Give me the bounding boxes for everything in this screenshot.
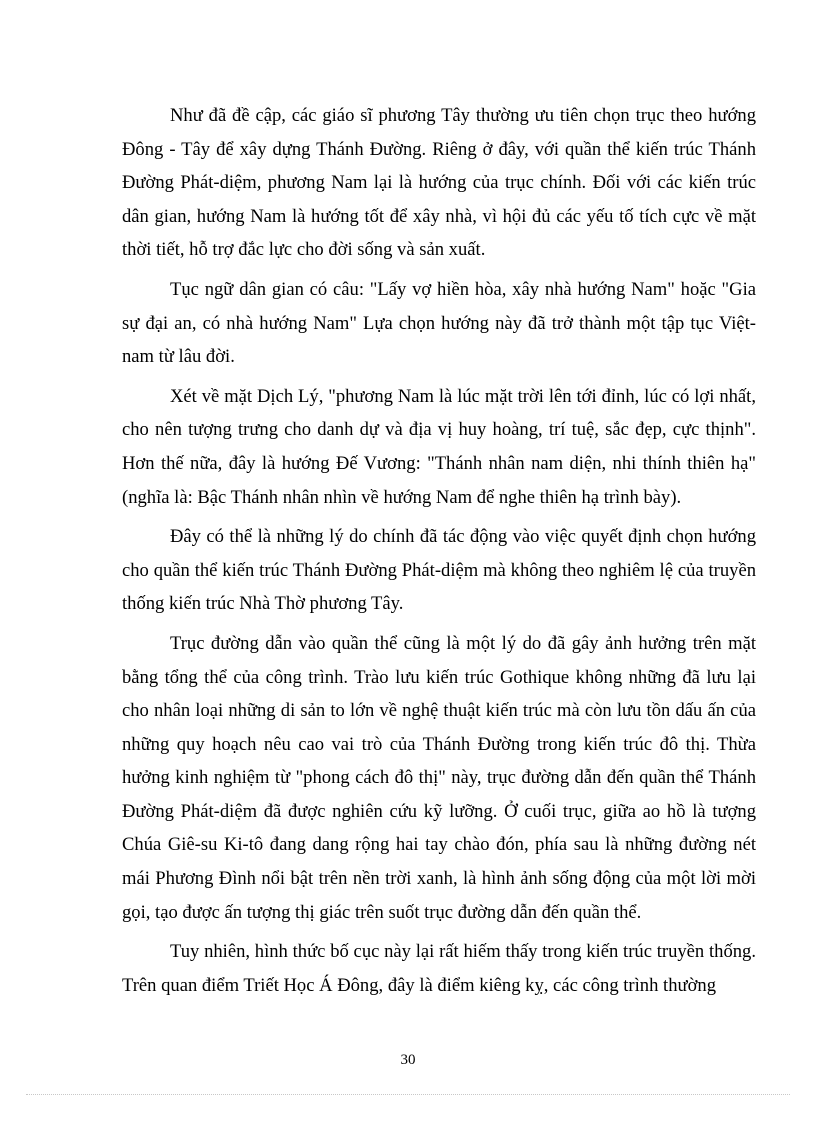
paragraph-5: Trục đường dẫn vào quần thể cũng là một lý do đã gây ảnh hưởng trên mặt bằng tổng thể của công trình. Trào lưu kiến trúc Gothique không những đã lưu lại cho nhân loại những di sản to lớn về nghệ thuật kiến trúc mà còn lưu tồn dấu ấn của những quy hoạch nêu cao vai trò của Thánh Đường trong kiến trúc đô thị. Thừa hưởng kinh nghiệm từ "phong cách đô thị" này, trục đường dẫn đến quần thể Thánh Đường Phát-diệm đã được nghiên cứu kỹ lưỡng. Ở cuối trục, giữa ao hồ là tượng Chúa Giê-su Ki-tô đang dang rộng hai tay chào đón, phía sau là những đường nét mái Phương Đình nổi bật trên nền trời xanh, là hình ảnh sống động của một lời mời gọi, tạo được ấn tượng thị giác trên suốt trục đường dẫn đến quần thể. [122, 632, 756, 923]
paragraph-3: Xét về mặt Dịch Lý, "phương Nam là lúc mặt trời lên tới đỉnh, lúc có lợi nhất, cho nên tượng trưng cho danh dự và địa vị huy hoàng, trí tuệ, sắc đẹp, cực thịnh". Hơn thế nữa, đây là hướng Đế Vương: "Thánh nhân nam diện, nhi thính thiên hạ" (nghĩa là: Bậc Thánh nhân nhìn về hướng Nam để nghe thiên hạ trình bày). [122, 385, 756, 508]
body-text [122, 99, 756, 1008]
paragraph-6: Tuy nhiên, hình thức bố cục này lại rất hiếm thấy trong kiến trúc truyền thống. Trên quan điểm Triết Học Á Đông, đây là điểm kiêng kỵ, các công trình thường [122, 941, 756, 996]
page-bottom-divider [26, 1094, 790, 1095]
paragraph-2: Tục ngữ dân gian có câu: "Lấy vợ hiền hòa, xây nhà hướng Nam" hoặc "Gia sự đại an, có nhà hướng Nam" Lựa chọn hướng này đã trở thành một tập tục Việt-nam từ lâu đời. [122, 278, 756, 368]
paragraph-4: Đây có thể là những lý do chính đã tác động vào việc quyết định chọn hướng cho quần thể kiến trúc Thánh Đường Phát-diệm mà không theo nghiêm lệ của truyền thống kiến trúc Nhà Thờ phương Tây. [122, 526, 756, 615]
paragraph-1: Như đã đề cập, các giáo sĩ phương Tây thường ưu tiên chọn trục theo hướng Đông - Tây để xây dựng Thánh Đường. Riêng ở đây, với quần thể kiến trúc Thánh Đường Phát-diệm, phương Nam lại là hướng của trục chính. Đối với các kiến trúc dân gian, hướng Nam là hướng tốt để xây nhà, vì hội đủ các yếu tố tích cực về mặt thời tiết, hỗ trợ đắc lực cho đời sống và sản xuất. [122, 105, 756, 261]
page-number: 30 [400, 1052, 416, 1068]
